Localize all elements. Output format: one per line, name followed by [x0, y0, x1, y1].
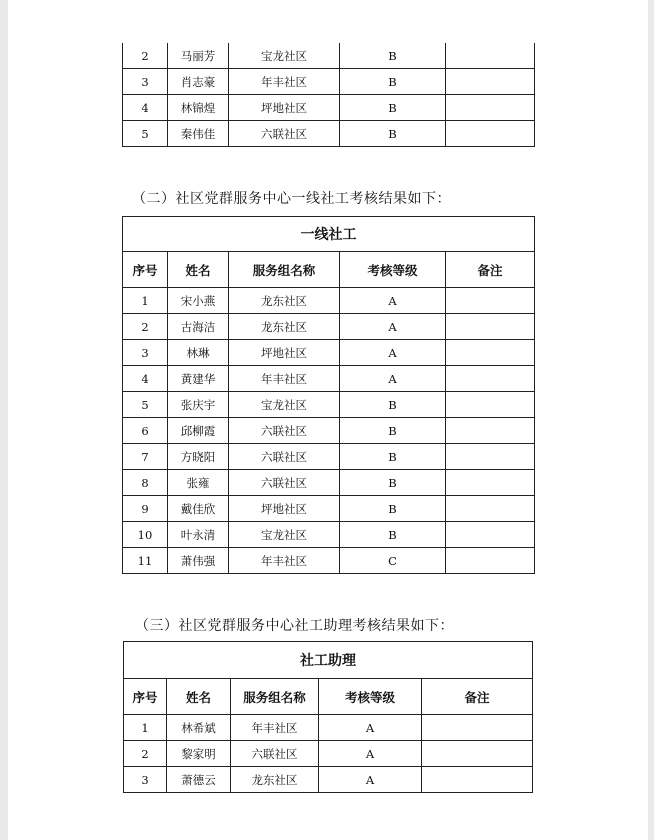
- cell-note: [446, 69, 535, 95]
- top-table-continuation: [122, 43, 535, 147]
- cell-name: 林琳: [168, 340, 229, 366]
- table-row: [123, 548, 535, 574]
- cell-name: 宋小燕: [168, 288, 229, 314]
- header-group: 服务组名称: [231, 679, 319, 715]
- cell-no: 5: [123, 392, 168, 418]
- cell-grade: B: [340, 69, 446, 95]
- cell-group: 年丰社区: [229, 69, 340, 95]
- table-row: [124, 767, 533, 793]
- cell-name: 林锦煌: [168, 95, 229, 121]
- table-row: [123, 470, 535, 496]
- cell-no: 6: [123, 418, 168, 444]
- table-row: [124, 715, 533, 741]
- cell-grade: B: [340, 470, 446, 496]
- cell-note: [446, 95, 535, 121]
- cell-group: 年丰社区: [229, 548, 340, 574]
- cell-note: [446, 418, 535, 444]
- table-row: [123, 314, 535, 340]
- table-row: [123, 340, 535, 366]
- cell-grade: B: [340, 522, 446, 548]
- header-note: 备注: [446, 252, 535, 288]
- document-page: [8, 0, 648, 840]
- cell-note: [446, 288, 535, 314]
- cell-grade: B: [340, 444, 446, 470]
- cell-no: 3: [123, 340, 168, 366]
- cell-note: [422, 767, 533, 793]
- cell-group: 六联社区: [229, 444, 340, 470]
- cell-grade: A: [319, 741, 422, 767]
- cell-note: [446, 548, 535, 574]
- cell-group: 六联社区: [229, 121, 340, 147]
- table-row: [123, 43, 535, 69]
- cell-group: 坪地社区: [229, 95, 340, 121]
- header-note: 备注: [422, 679, 533, 715]
- cell-no: 2: [124, 741, 167, 767]
- cell-grade: B: [340, 496, 446, 522]
- cell-note: [446, 314, 535, 340]
- cell-no: 2: [123, 43, 168, 69]
- cell-no: 3: [123, 69, 168, 95]
- table-title: 一线社工: [123, 217, 535, 252]
- cell-group: 年丰社区: [229, 366, 340, 392]
- cell-no: 2: [123, 314, 168, 340]
- cell-no: 4: [123, 366, 168, 392]
- cell-name: 古海洁: [168, 314, 229, 340]
- table-row: [123, 418, 535, 444]
- cell-note: [422, 741, 533, 767]
- cell-name: 黄建华: [168, 366, 229, 392]
- cell-group: 坪地社区: [229, 340, 340, 366]
- table-title-row: [124, 642, 533, 679]
- table-row: [123, 95, 535, 121]
- cell-no: 10: [123, 522, 168, 548]
- cell-grade: B: [340, 95, 446, 121]
- cell-name: 张雍: [168, 470, 229, 496]
- header-grade: 考核等级: [319, 679, 422, 715]
- cell-grade: A: [340, 288, 446, 314]
- cell-name: 邱柳霞: [168, 418, 229, 444]
- cell-note: [446, 392, 535, 418]
- cell-group: 龙东社区: [231, 767, 319, 793]
- table-row: [123, 392, 535, 418]
- cell-no: 3: [124, 767, 167, 793]
- header-group: 服务组名称: [229, 252, 340, 288]
- table-row: [123, 522, 535, 548]
- cell-grade: A: [319, 767, 422, 793]
- cell-no: 7: [123, 444, 168, 470]
- cell-name: 肖志豪: [168, 69, 229, 95]
- cell-grade: A: [319, 715, 422, 741]
- cell-name: 戴佳欣: [168, 496, 229, 522]
- cell-no: 1: [123, 288, 168, 314]
- social-work-assistant-table: [123, 641, 533, 793]
- cell-group: 六联社区: [229, 470, 340, 496]
- cell-name: 萧德云: [167, 767, 231, 793]
- cell-grade: A: [340, 340, 446, 366]
- cell-no: 8: [123, 470, 168, 496]
- header-name: 姓名: [167, 679, 231, 715]
- cell-note: [446, 470, 535, 496]
- cell-name: 秦伟佳: [168, 121, 229, 147]
- cell-grade: B: [340, 43, 446, 69]
- cell-note: [446, 522, 535, 548]
- cell-note: [446, 444, 535, 470]
- cell-grade: B: [340, 392, 446, 418]
- cell-note: [446, 121, 535, 147]
- table-row: [123, 496, 535, 522]
- cell-group: 坪地社区: [229, 496, 340, 522]
- cell-group: 年丰社区: [231, 715, 319, 741]
- table-header-row: [124, 679, 533, 715]
- cell-note: [446, 43, 535, 69]
- cell-note: [446, 496, 535, 522]
- header-no: 序号: [124, 679, 167, 715]
- cell-no: 5: [123, 121, 168, 147]
- cell-name: 张庆宇: [168, 392, 229, 418]
- cell-group: 宝龙社区: [229, 43, 340, 69]
- table-row: [123, 121, 535, 147]
- cell-note: [422, 715, 533, 741]
- section-2-heading: （二）社区党群服务中心一线社工考核结果如下：: [132, 191, 451, 207]
- cell-grade: B: [340, 418, 446, 444]
- cell-grade: C: [340, 548, 446, 574]
- frontline-social-worker-table: [122, 216, 535, 574]
- cell-grade: B: [340, 121, 446, 147]
- cell-no: 4: [123, 95, 168, 121]
- cell-no: 1: [124, 715, 167, 741]
- section-3-heading: （三）社区党群服务中心社工助理考核结果如下：: [135, 618, 454, 634]
- cell-note: [446, 340, 535, 366]
- cell-group: 龙东社区: [229, 314, 340, 340]
- cell-group: 宝龙社区: [229, 392, 340, 418]
- cell-name: 萧伟强: [168, 548, 229, 574]
- cell-name: 马丽芳: [168, 43, 229, 69]
- cell-name: 黎家明: [167, 741, 231, 767]
- cell-name: 林希斌: [167, 715, 231, 741]
- cell-group: 宝龙社区: [229, 522, 340, 548]
- table-header-row: [123, 252, 535, 288]
- cell-name: 叶永清: [168, 522, 229, 548]
- table-row: [123, 366, 535, 392]
- table-title-row: [123, 217, 535, 252]
- header-grade: 考核等级: [340, 252, 446, 288]
- table-row: [124, 741, 533, 767]
- cell-no: 9: [123, 496, 168, 522]
- header-name: 姓名: [168, 252, 229, 288]
- cell-grade: A: [340, 366, 446, 392]
- cell-no: 11: [123, 548, 168, 574]
- cell-name: 方晓阳: [168, 444, 229, 470]
- cell-group: 六联社区: [229, 418, 340, 444]
- table-row: [123, 444, 535, 470]
- cell-group: 六联社区: [231, 741, 319, 767]
- table-row: [123, 69, 535, 95]
- table-row: [123, 288, 535, 314]
- cell-grade: A: [340, 314, 446, 340]
- cell-group: 龙东社区: [229, 288, 340, 314]
- header-no: 序号: [123, 252, 168, 288]
- cell-note: [446, 366, 535, 392]
- table-title: 社工助理: [124, 642, 533, 679]
